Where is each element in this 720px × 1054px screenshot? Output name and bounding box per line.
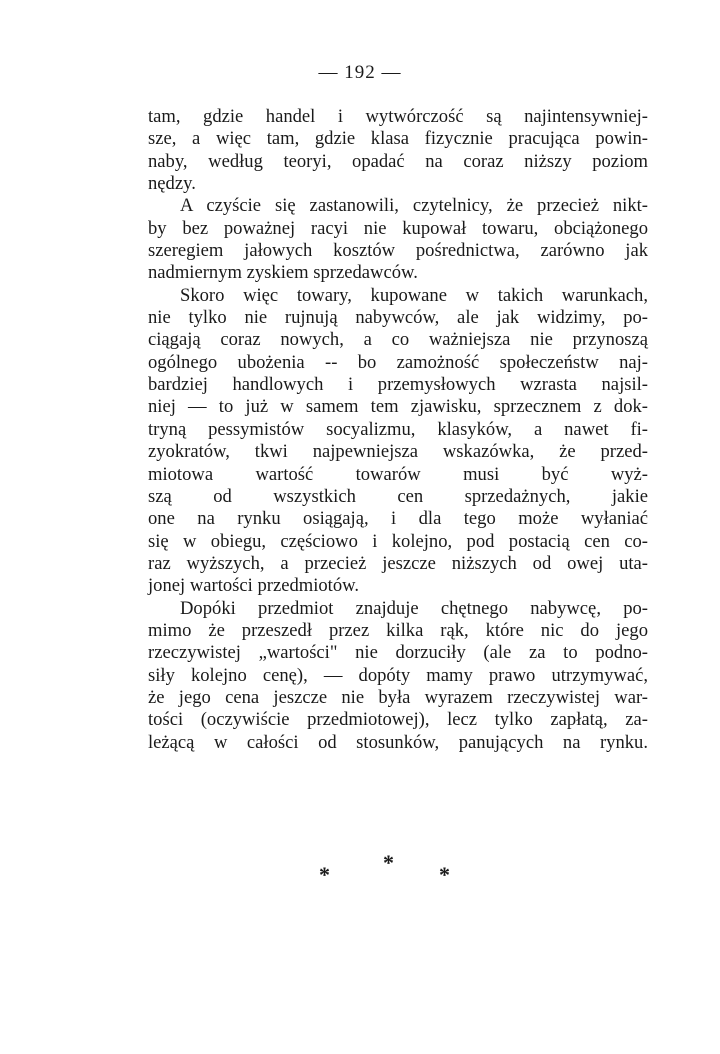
text-line: jonej wartości przedmiotów.	[148, 575, 360, 597]
text-line: sze, a więc tam, gdzie klasa fizycznie pracująca powin-	[148, 128, 648, 150]
page-number: — 192 —	[318, 62, 402, 83]
asterisk-left: *	[319, 862, 330, 887]
body-text	[148, 106, 648, 754]
text-line: ciągają coraz nowych, a co ważniejsza nie przynoszą	[148, 329, 648, 351]
text-line: niej — to już w samem tem zjawisku, sprzecznem z dok-	[148, 396, 648, 418]
text-line: ogólnego ubożenia -- bo zamożność społeczeństw naj-	[148, 351, 648, 373]
text-line: miotowa wartość towarów musi być wyż-	[148, 463, 648, 485]
text-line: by bez poważnej racyi nie kupował towaru, obciążonego	[148, 217, 648, 239]
section-break-asterism	[0, 852, 720, 892]
text-line: bardziej handlowych i przemysłowych wzrasta najsil-	[148, 374, 648, 396]
text-line: tryną pessymistów socyalizmu, klasyków, a nawet fi-	[148, 418, 648, 440]
text-line: tam, gdzie handel i wytwórczość są najintensywniej-	[148, 106, 648, 127]
asterisk-top: *	[383, 850, 394, 875]
text-line: naby, według teoryi, opadać na coraz niższy poziom	[148, 150, 648, 172]
text-line: Skoro więc towary, kupowane w takich warunkach,	[180, 284, 648, 306]
text-line: A czyście się zastanowili, czytelnicy, że przecież nikt-	[180, 195, 648, 217]
text-line: tości (oczywiście przedmiotowej), lecz tylko zapłatą, za-	[148, 709, 648, 731]
asterisk-right: *	[439, 862, 450, 887]
text-line: nadmiernym zyskiem sprzedawców.	[148, 262, 418, 284]
text-line: nie tylko nie rujnują nabywców, ale jak widzimy, po-	[148, 307, 648, 329]
text-line: zyokratów, tkwi najpewniejsza wskazówka, że przed-	[148, 441, 648, 463]
text-line: siły kolejno cenę), — dopóty mamy prawo utrzymywać,	[148, 664, 648, 686]
text-line: leżącą w całości od stosunków, panujących na rynku.	[148, 731, 648, 753]
text-line: nędzy.	[148, 173, 196, 195]
text-line: one na rynku osiągają, i dla tego może wyłaniać	[148, 508, 648, 530]
text-line: szeregiem jałowych kosztów pośrednictwa, zarówno jak	[148, 240, 648, 262]
text-line: mimo że przeszedł przez kilka rąk, które nic do jego	[148, 619, 648, 641]
text-line: Dopóki przedmiot znajduje chętnego nabywcę, po-	[180, 597, 648, 619]
text-line: że jego cena jeszcze nie była wyrazem rzeczywistej war-	[148, 686, 648, 708]
text-line: raz wyższych, a przecież jeszcze niższych od owej uta-	[148, 552, 648, 574]
text-line: szą od wszystkich cen sprzedażnych, jakie	[148, 485, 648, 507]
text-line: się w obiegu, częściowo i kolejno, pod postacią cen co-	[148, 530, 648, 552]
text-line: rzeczywistej „wartości" nie dorzuciły (ale za to podno-	[148, 642, 648, 664]
